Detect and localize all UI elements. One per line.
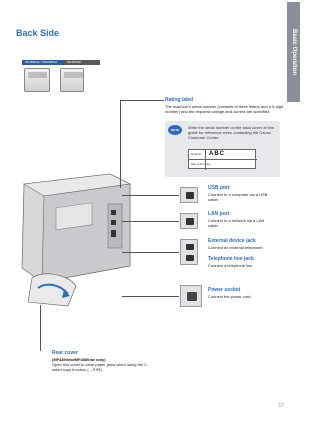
rating-label-title: Rating label (165, 97, 194, 103)
rear-cover-text: Open this cover to clear paper jams when using the 2-sided copy function (→P.99). (52, 362, 148, 372)
leader-usb (122, 195, 179, 196)
lan-port-title: LAN port (208, 211, 230, 217)
rear-cover-title: Rear cover (52, 350, 78, 356)
usb-port-text: Connect to a computer via a USB cable. (208, 192, 268, 202)
purchase-date-label: Date of Purchase (191, 163, 211, 166)
model-chip-secondary: MF4870dn (64, 60, 100, 65)
lan-port-text: Connect to a network via a LAN cable. (208, 218, 265, 228)
leader-lan (122, 221, 179, 222)
page-number: 17 (278, 403, 284, 409)
printer-thumbnail-2 (60, 68, 84, 92)
model-bar (22, 60, 100, 65)
external-jack-title: External device jack (208, 238, 256, 244)
external-jack-text: Connect an external telephone. (208, 245, 264, 250)
section-tab-label: Basic Operation (290, 28, 297, 76)
lan-port-icon (180, 213, 198, 229)
phone-jacks-icon (180, 239, 198, 265)
rating-label-text: The machine's serial number (consists of three letters and a 5-digit number) and the required voltage and current are specified. (165, 104, 283, 114)
printer-thumbnail-1 (24, 68, 50, 92)
model-chip-primary: MF4890dw / MF4880dw (22, 60, 64, 65)
usb-port-title: USB port (208, 185, 230, 191)
section-tab (287, 2, 300, 102)
usb-port-icon (180, 187, 198, 203)
note-text: Write the serial number on the back cover of this guide for reference when contacting the Canon Customer Center. (188, 125, 274, 140)
power-socket-icon (180, 285, 202, 307)
leader-rating (120, 100, 164, 101)
telephone-jack-title: Telephone line jack (208, 256, 254, 262)
serial-card-divider (205, 150, 206, 170)
rear-cover-subtitle: (MF4890dw/MF4880dw only) (52, 357, 106, 362)
power-socket-text: Connect the power cord. (208, 294, 252, 299)
telephone-jack-text: Connect a telephone line. (208, 263, 254, 268)
leader-power (122, 296, 179, 297)
leader-jacks (122, 252, 179, 253)
serial-value: ABC (209, 151, 225, 157)
leader-rating-drop (120, 100, 121, 188)
power-socket-title: Power socket (208, 287, 241, 293)
serial-number-card (188, 149, 256, 169)
serial-label: Serial No. (189, 150, 257, 160)
leader-rear-cover (40, 305, 41, 351)
note-badge: NOTE (168, 125, 182, 135)
printer-rear-illustration (12, 170, 132, 310)
page-title: Back Side (16, 28, 60, 38)
